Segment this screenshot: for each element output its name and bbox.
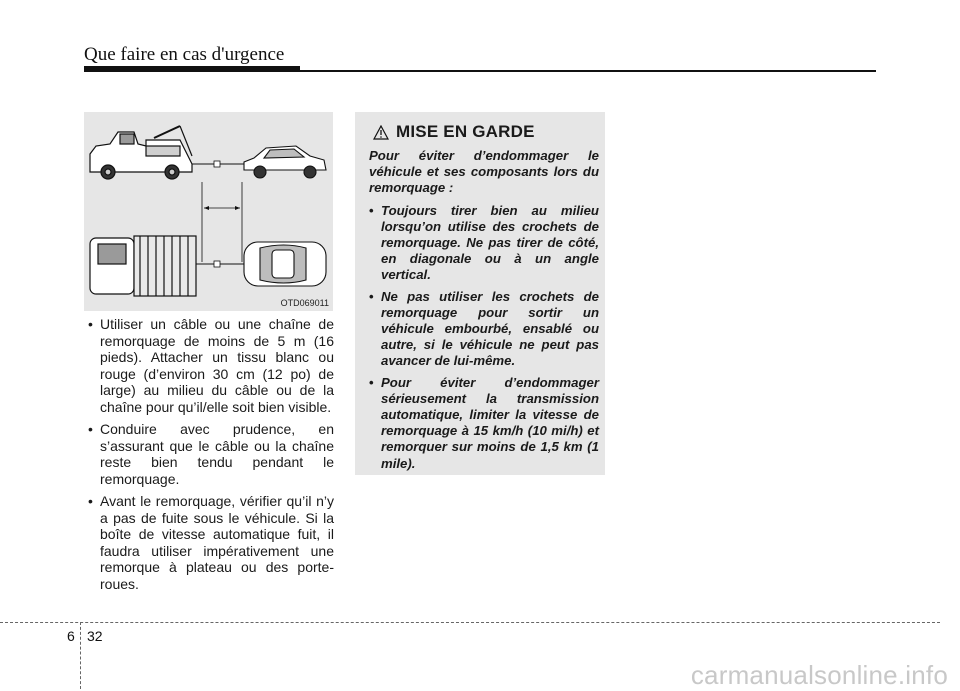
footer-page-separator — [80, 622, 81, 689]
chapter-number: 6 — [67, 628, 75, 644]
instruction-item: • Conduire avec prudence, en s’assurant que le câble ou la chaîne reste bien tendu pendant le remorquage. — [88, 421, 334, 487]
towing-instructions — [88, 316, 334, 598]
warning-item: • Pour éviter d’endommager sérieusement la transmission automatique, limiter la vitesse de remorquage à 15 km/h (10 mi/h) et remorquer sur moins de 1,5 km (1 mile). — [369, 375, 599, 472]
instruction-item: • Avant le remorquage, vérifier qu’il n’y a pas de fuite sous le véhicule. Si la boîte de vitesse automatique fuit, il faudra utiliser impérativement une remorque à plateau ou des porte-roues. — [88, 493, 334, 592]
towing-illustration — [84, 112, 333, 311]
warning-title: MISE EN GARDE — [396, 122, 535, 141]
warning-item: • Toujours tirer bien au milieu lorsqu’on utilise des crochets de remorquage. Ne pas tirer de côté, en diagonale ou à un angle vertical. — [369, 203, 599, 284]
warning-triangle-icon — [373, 125, 389, 140]
tow-truck-side — [90, 126, 192, 179]
towed-car-top — [244, 242, 326, 286]
header-rule-thin — [84, 70, 876, 72]
warning-intro: Pour éviter d’endommager le véhicule et ses composants lors du remorquage : — [369, 148, 599, 196]
section-title: Que faire en cas d'urgence — [84, 44, 285, 65]
warning-box — [355, 112, 605, 475]
tow-truck-top — [90, 236, 196, 296]
page-number: 32 — [87, 628, 103, 644]
warning-header — [369, 120, 599, 144]
watermark: carmanualsonline.info — [690, 660, 948, 690]
instruction-item: • Utiliser un câble ou une chaîne de remorquage de moins de 5 m (16 pieds). Attacher un tissu blanc ou rouge (d’environ 30 cm (12 po) de large) au milieu du câble ou de la chaîne pour qu’il/elle soit bien visible. — [88, 316, 334, 415]
towed-car-side — [244, 146, 326, 178]
figure-code: OTD069011 — [280, 298, 329, 308]
towing-diagram — [84, 112, 333, 311]
warning-item: • Ne pas utiliser les crochets de remorquage pour sortir un véhicule embourbé, ensablé ou autre, si le véhicule ne peut pas avancer de lui-même. — [369, 289, 599, 370]
footer-divider — [0, 622, 940, 623]
warning-list — [369, 203, 599, 472]
